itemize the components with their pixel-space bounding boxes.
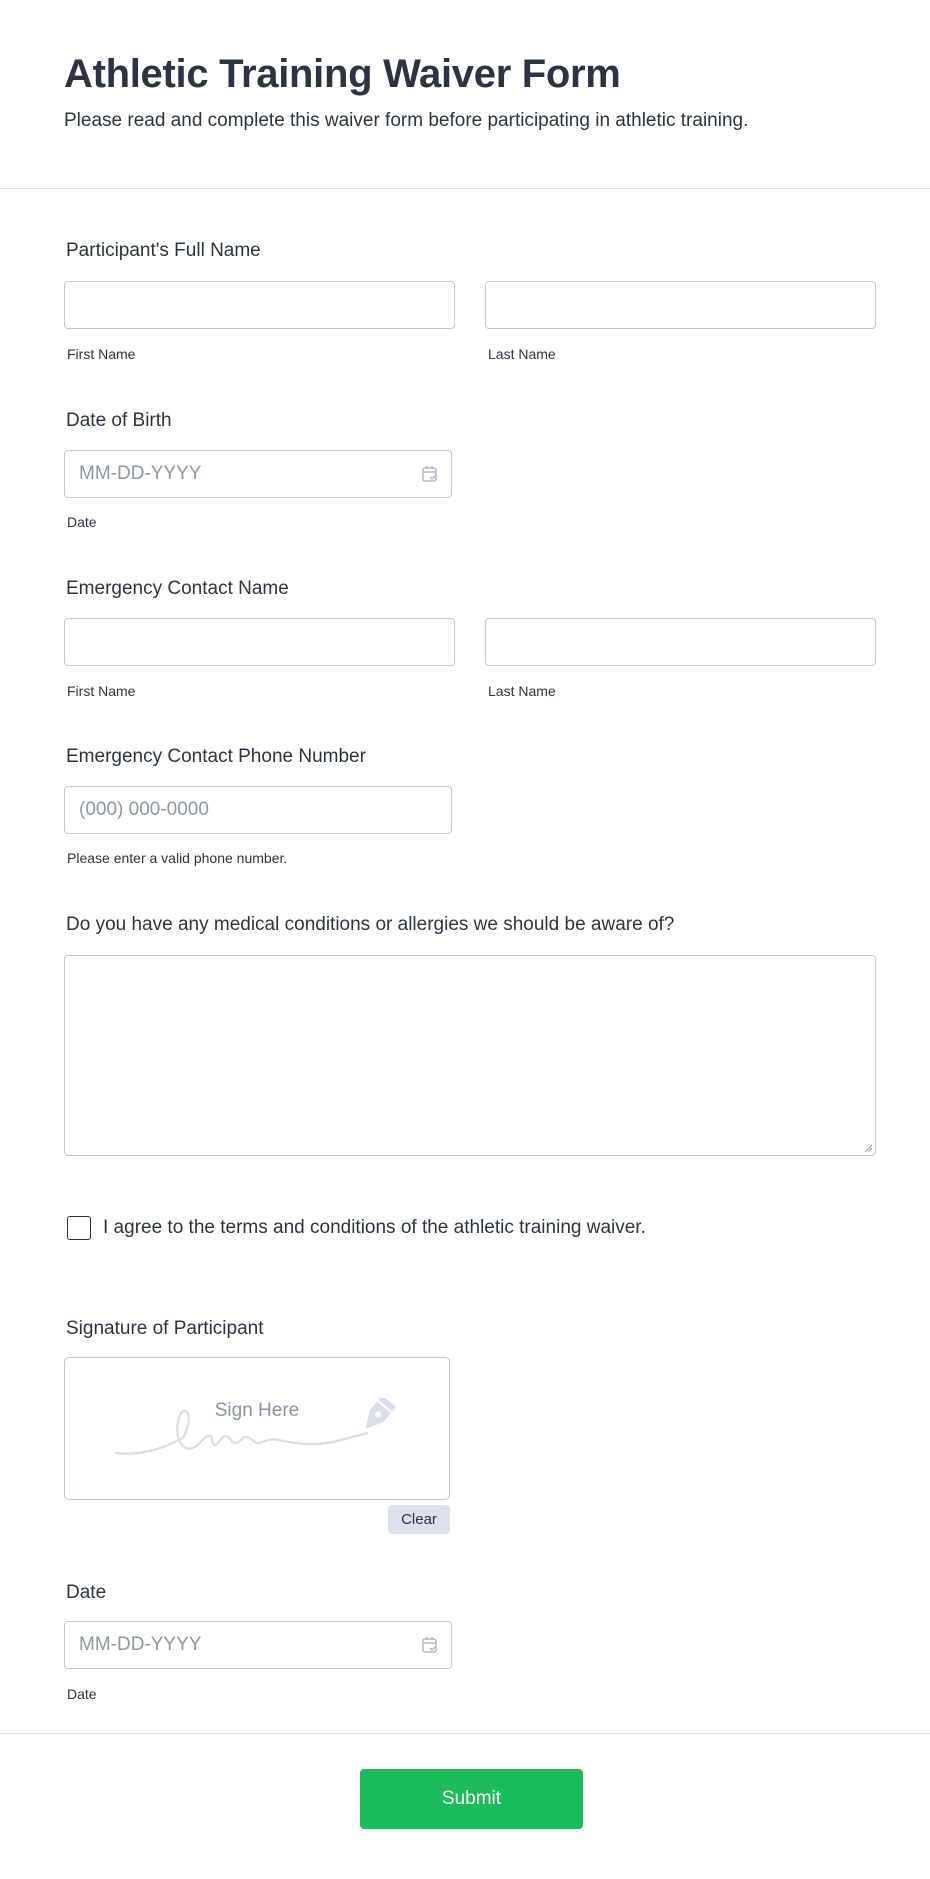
dob-placeholder: MM-DD-YYYY — [79, 463, 202, 484]
dob-label: Date of Birth — [66, 410, 172, 431]
phone-helper-text: Please enter a valid phone number. — [67, 850, 288, 866]
phone-placeholder: (000) 000-0000 — [79, 799, 209, 820]
submit-button[interactable]: Submit — [360, 1769, 583, 1829]
signature-pad[interactable] — [64, 1357, 450, 1500]
header-divider — [0, 188, 930, 189]
dob-input[interactable] — [64, 450, 452, 498]
agreement-checkbox[interactable] — [67, 1216, 91, 1240]
medical-label: Do you have any medical conditions or allergies we should be aware of? — [66, 914, 675, 935]
emergency-last-name-input[interactable] — [485, 618, 876, 666]
participant-first-name-input[interactable] — [64, 281, 455, 329]
emergency-last-name-sublabel: Last Name — [488, 683, 556, 699]
date-placeholder: MM-DD-YYYY — [79, 1634, 202, 1655]
emergency-phone-input[interactable] — [64, 786, 452, 834]
dob-sublabel: Date — [67, 514, 97, 530]
clear-signature-button[interactable]: Clear — [388, 1505, 450, 1534]
medical-textarea[interactable] — [64, 955, 876, 1156]
emergency-name-label: Emergency Contact Name — [66, 578, 289, 599]
participant-last-name-input[interactable] — [485, 281, 876, 329]
emergency-first-name-sublabel: First Name — [67, 683, 136, 699]
footer-divider — [0, 1733, 930, 1734]
sign-here-text: Sign Here — [214, 1400, 300, 1421]
participant-first-name-sublabel: First Name — [67, 346, 136, 362]
agreement-label[interactable]: I agree to the terms and conditions of the athletic training waiver. — [103, 1217, 646, 1238]
resize-handle-icon[interactable] — [864, 1144, 872, 1152]
form-subtitle: Please read and complete this waiver form before participating in athletic training. — [64, 110, 749, 131]
form-title: Athletic Training Waiver Form — [64, 52, 621, 96]
calendar-icon[interactable] — [421, 1636, 439, 1654]
date-label: Date — [66, 1582, 107, 1603]
date-sublabel: Date — [67, 1686, 97, 1702]
date-input[interactable] — [64, 1621, 452, 1669]
emergency-first-name-input[interactable] — [64, 618, 455, 666]
signature-scribble-icon — [113, 1398, 403, 1458]
calendar-icon[interactable] — [421, 465, 439, 483]
participant-last-name-sublabel: Last Name — [488, 346, 556, 362]
emergency-phone-label: Emergency Contact Phone Number — [66, 746, 366, 767]
participant-name-label: Participant's Full Name — [66, 240, 261, 261]
signature-label: Signature of Participant — [66, 1318, 264, 1339]
